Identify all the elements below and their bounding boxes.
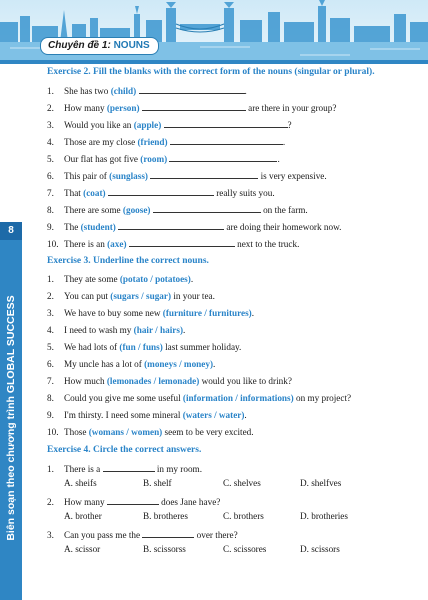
noun-choice[interactable]: (waters / water) [182,410,245,420]
answer-blank [107,495,159,505]
exercise-2-item-5: 5. Our flat has got five (room) . [47,154,280,164]
exercise-2-item-8: 8. There are some (goose) on the farm. [47,205,308,215]
exercise-2-item-4: 4. Those are my close (friend) . [47,137,286,147]
exercise-4-item-1: 1. There is a in my room. [47,464,202,474]
answer-blank[interactable] [118,220,224,230]
noun-choice[interactable]: (moneys / money) [144,359,214,369]
chapter-tag [40,37,159,55]
answer-blank[interactable] [169,152,277,162]
noun-choice[interactable]: (sugars / sugar) [110,291,172,301]
answer-blank[interactable] [139,84,245,94]
noun-choice[interactable]: (potato / potatoes) [119,274,191,284]
exercise-3-item-3: 3. We have to buy some new (furniture / furnitures). [47,308,255,318]
exercise-3-item-5: 5. We had lots of (fun / funs) last summer holiday. [47,342,242,352]
option-b[interactable]: B. shelf [143,478,172,488]
chapter-topic: NOUNS [113,40,150,51]
exercise-3-item-8: 8. Could you give me some useful (information / informations) on my project? [47,393,352,403]
exercise-2-title: Exercise 2. Fill the blanks with the correct form of the nouns (singular or plural). [47,67,375,77]
exercise-3-item-6: 6. My uncle has a lot of (moneys / money). [47,359,216,369]
exercise-4-options-1 [64,477,341,489]
answer-blank[interactable] [108,186,214,196]
option-a[interactable]: A. scissor [64,544,101,554]
exercise-4-title: Exercise 4. Circle the correct answers. [47,445,202,455]
exercise-3-item-7: 7. How much (lemonades / lemonade) would you like to drink? [47,376,292,386]
exercise-2-item-1: 1. She has two (child) . [47,86,247,96]
exercise-3-title: Exercise 3. Underline the correct nouns. [47,256,209,266]
option-c[interactable]: C. shelves [223,478,261,488]
option-b[interactable]: B. brotheres [143,511,188,521]
sidebar-vertical-title: Biên soạn theo chương trình GLOBAL SUCCESS [5,295,17,541]
noun-choice[interactable]: (information / informations) [182,393,294,403]
page-number: 8 [0,222,22,240]
option-d[interactable]: D. scissors [300,544,340,554]
answer-blank[interactable] [170,135,283,145]
noun-choice[interactable]: (hair / hairs) [133,325,183,335]
exercise-2-item-2: 2. How many (person) are there in your group? [47,103,337,113]
answer-blank[interactable] [142,101,246,111]
chapter-label: Chuyên đề 1: [48,40,111,51]
exercise-3-item-10: 10. Those (womans / women) seem to be very excited. [47,427,254,437]
exercise-4-options-3 [64,543,340,555]
exercise-3-item-2: 2. You can put (sugars / sugar) in your tea. [47,291,215,301]
option-c[interactable]: C. scissores [223,544,267,554]
noun-choice[interactable]: (furniture / furnitures) [162,308,252,318]
option-d[interactable]: D. shelfves [300,478,342,488]
exercise-2-item-6: 6. This pair of (sunglass) is very expensive. [47,171,327,181]
option-a[interactable]: A. sheifs [64,478,97,488]
option-c[interactable]: C. brothers [223,511,264,521]
exercise-3-item-9: 9. I'm thirsty. I need some mineral (waters / water). [47,410,247,420]
exercise-4-item-2: 2. How many does Jane have? [47,497,221,507]
exercise-3-item-1: 1. They ate some (potato / potatoes). [47,274,194,284]
noun-choice[interactable]: (womans / women) [88,427,163,437]
answer-blank[interactable] [153,203,261,213]
exercise-2-item-9: 9. The (student) are doing their homework now. [47,222,342,232]
answer-blank[interactable] [150,169,258,179]
option-b[interactable]: B. scissorss [143,544,186,554]
noun-choice[interactable]: (lemonades / lemonade) [106,376,200,386]
option-a[interactable]: A. brother [64,511,102,521]
exercise-2-item-3: 3. Would you like an (apple) ? [47,120,292,130]
exercise-4-options-2 [64,510,348,522]
exercise-3-item-4: 4. I need to wash my (hair / hairs). [47,325,186,335]
answer-blank[interactable] [129,237,235,247]
answer-blank [142,528,194,538]
exercise-2-item-10: 10. There is an (axe) next to the truck. [47,239,300,249]
exercise-4-item-3: 3. Can you pass me the over there? [47,530,238,540]
header-banner [0,0,428,64]
answer-blank [103,462,155,472]
option-d[interactable]: D. brotheries [300,511,348,521]
answer-blank[interactable] [164,118,288,128]
exercise-2-item-7: 7. That (coat) really suits you. [47,188,275,198]
noun-choice[interactable]: (fun / funs) [119,342,163,352]
